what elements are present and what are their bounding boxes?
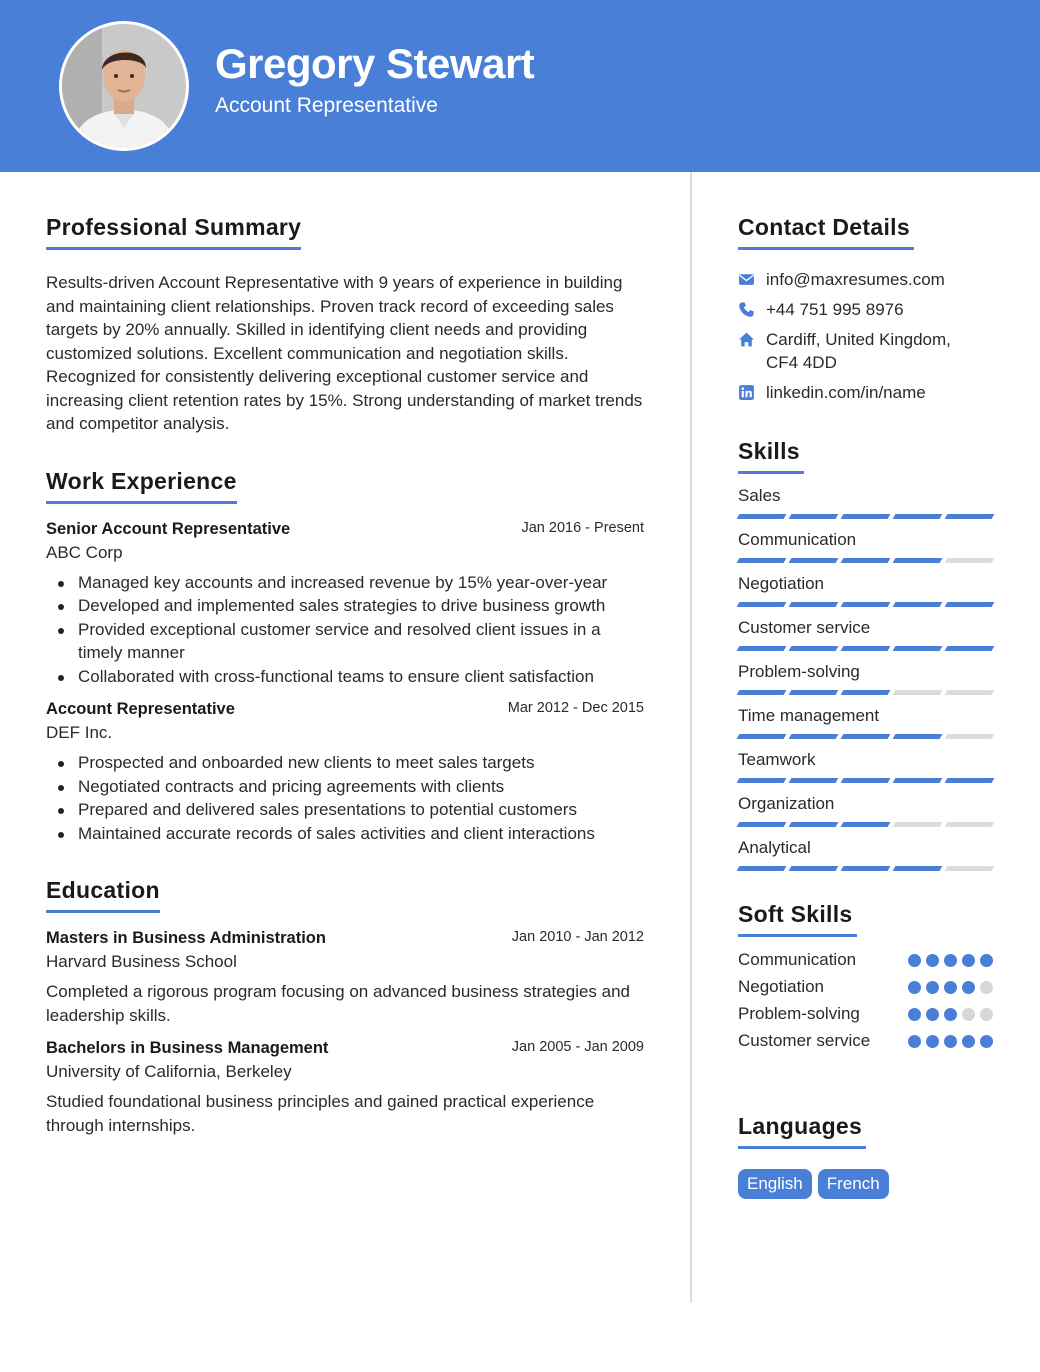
rating-dot (962, 954, 975, 967)
skills-list (738, 486, 998, 871)
soft-skill-name: Problem-solving (738, 1004, 860, 1023)
skill-level-segment (893, 602, 943, 607)
skill-level-segment (789, 602, 839, 607)
skill-level-segment (945, 734, 995, 739)
rating-dot (944, 981, 957, 994)
soft-skill-item (738, 1031, 993, 1051)
language-chip: English (738, 1169, 812, 1199)
job-bullets (46, 751, 646, 845)
job-entry (46, 700, 646, 845)
rating-dot (944, 1008, 957, 1021)
skill-level-segment (945, 778, 995, 783)
contact-phone[interactable] (738, 298, 998, 321)
skill-level-segment (945, 514, 995, 519)
job-date: Mar 2012 - Dec 2015 (507, 700, 644, 716)
envelope-icon (738, 271, 755, 288)
skill-level-bar (738, 734, 998, 739)
skill-level-segment (945, 602, 995, 607)
skill-level-bar (738, 690, 998, 695)
education-heading: Education (46, 877, 160, 913)
linkedin-text: linkedin.com/in/name (766, 383, 926, 402)
rating-dot (980, 1035, 993, 1048)
job-date: Jan 2016 - Present (521, 519, 644, 536)
contact-heading: Contact Details (738, 214, 914, 250)
main-column (46, 214, 646, 1137)
skill-level-segment (945, 646, 995, 651)
skill-item (738, 662, 998, 695)
skill-level-bar (738, 822, 998, 827)
skill-name: Problem-solving (738, 662, 860, 681)
phone-icon (738, 301, 755, 318)
education-entry (46, 1039, 646, 1137)
skill-item (738, 574, 998, 607)
skill-name: Analytical (738, 838, 811, 857)
contact-section (738, 214, 998, 404)
job-company: DEF Inc. (46, 723, 113, 742)
skill-level-segment (841, 558, 891, 563)
job-title: Senior Account Representative (46, 519, 291, 538)
profile-photo (62, 24, 186, 148)
list-item: Collaborated with cross-functional teams to ensure client satisfaction (78, 665, 646, 689)
education-description: Studied foundational business principles and gained practical experience through internships. (46, 1092, 595, 1135)
skill-level-bar (738, 866, 998, 871)
skill-level-segment (841, 822, 891, 827)
skill-name: Organization (738, 794, 835, 813)
experience-section (46, 468, 646, 846)
skill-item (738, 530, 998, 563)
skills-section (738, 438, 998, 871)
skill-level-bar (738, 602, 998, 607)
rating-dot (980, 1008, 993, 1021)
skill-level-segment (737, 602, 787, 607)
rating-dot (926, 1008, 939, 1021)
soft-skills-heading: Soft Skills (738, 901, 857, 937)
rating-dot (908, 981, 921, 994)
skill-level-segment (893, 778, 943, 783)
soft-skill-rating (908, 1035, 993, 1048)
skill-item (738, 618, 998, 651)
rating-dot (908, 954, 921, 967)
skill-item (738, 838, 998, 871)
soft-skill-rating (908, 981, 993, 994)
skill-level-segment (737, 690, 787, 695)
skill-level-segment (893, 558, 943, 563)
skill-name: Communication (738, 530, 857, 549)
skill-level-segment (893, 822, 943, 827)
skill-level-segment (841, 866, 891, 871)
skill-level-segment (945, 690, 995, 695)
soft-skill-item (738, 1004, 993, 1024)
soft-skills-section (738, 901, 998, 1051)
skill-name: Teamwork (738, 750, 816, 769)
soft-skill-name: Negotiation (738, 977, 825, 996)
rating-dot (962, 981, 975, 994)
column-divider (690, 172, 692, 1303)
soft-skill-rating (908, 954, 993, 967)
skill-level-segment (841, 734, 891, 739)
skill-level-segment (789, 866, 839, 871)
skill-level-segment (789, 778, 839, 783)
skills-heading: Skills (738, 438, 804, 474)
list-item: Provided exceptional customer service and resolved client issues in a timely manner (78, 618, 646, 665)
contact-linkedin[interactable] (738, 381, 998, 404)
skill-level-segment (789, 734, 839, 739)
skill-item (738, 794, 998, 827)
skill-level-segment (945, 822, 995, 827)
skill-level-bar (738, 558, 998, 563)
degree-title: Bachelors in Business Management (46, 1039, 329, 1057)
skill-name: Customer service (738, 618, 871, 637)
skill-level-segment (789, 822, 839, 827)
skill-item (738, 750, 998, 783)
side-column (738, 214, 998, 1199)
education-date: Jan 2010 - Jan 2012 (511, 929, 644, 945)
list-item: Maintained accurate records of sales activities and client interactions (78, 822, 646, 846)
job-bullets (46, 571, 646, 689)
list-item: Negotiated contracts and pricing agreements with clients (78, 775, 646, 799)
rating-dot (980, 981, 993, 994)
contact-email[interactable] (738, 268, 998, 291)
skill-level-bar (738, 778, 998, 783)
skill-level-segment (945, 558, 995, 563)
address-text: Cardiff, United Kingdom, CF4 4DD (766, 330, 951, 372)
soft-skill-name: Communication (738, 950, 857, 969)
resume-header (0, 0, 1040, 172)
skill-item (738, 486, 998, 519)
rating-dot (962, 1008, 975, 1021)
skill-level-bar (738, 514, 998, 519)
linkedin-icon (738, 384, 755, 401)
skill-level-segment (737, 646, 787, 651)
rating-dot (980, 954, 993, 967)
soft-skill-item (738, 977, 993, 997)
contact-address (738, 328, 998, 374)
skill-item (738, 706, 998, 739)
skill-level-segment (841, 602, 891, 607)
school-name: University of California, Berkeley (46, 1062, 292, 1081)
language-chip: French (818, 1169, 889, 1199)
list-item: Managed key accounts and increased revenue by 15% year-over-year (78, 571, 646, 595)
skill-level-segment (737, 558, 787, 563)
skill-level-segment (841, 514, 891, 519)
job-company: ABC Corp (46, 542, 123, 562)
list-item: Developed and implemented sales strategies to drive business growth (78, 594, 646, 618)
home-icon (738, 331, 755, 348)
skill-level-segment (893, 514, 943, 519)
skill-level-segment (737, 734, 787, 739)
job-entry (46, 520, 646, 689)
skill-level-segment (737, 822, 787, 827)
soft-skill-name: Customer service (738, 1031, 871, 1050)
phone-text: +44 751 995 8976 (766, 300, 904, 319)
skill-level-segment (789, 646, 839, 651)
list-item: Prospected and onboarded new clients to meet sales targets (78, 751, 646, 775)
languages-section (738, 1113, 998, 1199)
summary-heading: Professional Summary (46, 214, 301, 250)
summary-section (46, 214, 646, 436)
school-name: Harvard Business School (46, 952, 237, 971)
skill-level-segment (789, 558, 839, 563)
soft-skill-item (738, 950, 993, 970)
skill-level-segment (893, 646, 943, 651)
soft-skills-list (738, 950, 993, 1051)
skill-name: Time management (738, 706, 880, 725)
education-section (46, 877, 646, 1137)
rating-dot (944, 954, 957, 967)
rating-dot (926, 1035, 939, 1048)
degree-title: Masters in Business Administration (46, 929, 326, 947)
job-title: Account Representative (46, 700, 235, 718)
skill-level-bar (738, 646, 998, 651)
skill-level-segment (789, 690, 839, 695)
skill-level-segment (893, 866, 943, 871)
education-description: Completed a rigorous program focusing on advanced business strategies and leadership skills. (46, 982, 631, 1025)
skill-level-segment (737, 866, 787, 871)
rating-dot (908, 1008, 921, 1021)
summary-text: Results-driven Account Representative with 9 years of experience in building and maintaining client relationships. Proven track record of exceeding sales targets by 20% annually. Skilled in identifying client needs and providing customized solutions. Excellent communication and negotiation skills. Recognized for consistently delivering exceptional customer service and increasing client retention rates by 15%. Strong understanding of market trends and competitor analysis. (46, 273, 643, 433)
skill-level-segment (841, 778, 891, 783)
skill-level-segment (737, 514, 787, 519)
education-entry (46, 929, 646, 1027)
language-chips (738, 1169, 998, 1199)
rating-dot (926, 954, 939, 967)
skill-level-segment (945, 866, 995, 871)
candidate-title: Account Representative (215, 94, 438, 117)
list-item: Prepared and delivered sales presentations to potential customers (78, 798, 646, 822)
skill-name: Sales (738, 486, 781, 505)
email-text: info@maxresumes.com (766, 270, 945, 289)
skill-level-segment (893, 734, 943, 739)
rating-dot (908, 1035, 921, 1048)
avatar (59, 21, 189, 151)
soft-skill-rating (908, 1008, 993, 1021)
skill-name: Negotiation (738, 574, 825, 593)
rating-dot (926, 981, 939, 994)
education-date: Jan 2005 - Jan 2009 (511, 1039, 644, 1055)
skill-level-segment (841, 690, 891, 695)
skill-level-segment (737, 778, 787, 783)
experience-heading: Work Experience (46, 468, 237, 504)
skill-level-segment (893, 690, 943, 695)
candidate-name: Gregory Stewart (215, 40, 535, 87)
rating-dot (944, 1035, 957, 1048)
skill-level-segment (789, 514, 839, 519)
languages-heading: Languages (738, 1113, 866, 1149)
rating-dot (962, 1035, 975, 1048)
skill-level-segment (841, 646, 891, 651)
